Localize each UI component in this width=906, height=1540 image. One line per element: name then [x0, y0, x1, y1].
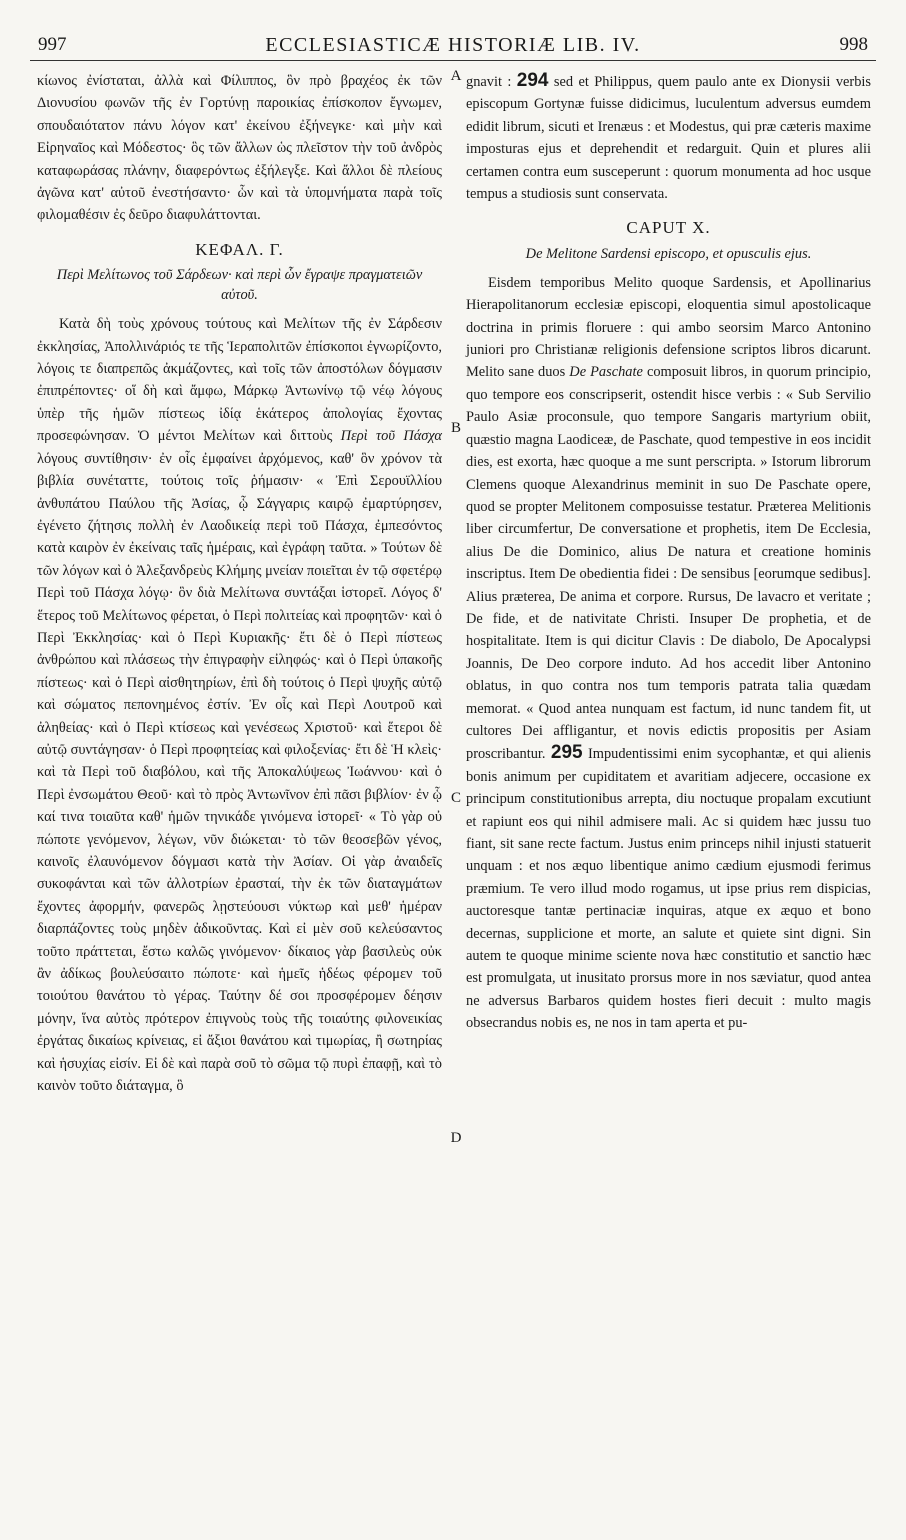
- latin-column: [466, 70, 871, 1035]
- page-number-left: 997: [38, 34, 67, 55]
- greek-title-italic: Περὶ τοῦ Πάσχα: [340, 428, 442, 445]
- greek-paragraph-1: κίωνος ἐνίσταται, ἀλλὰ καὶ Φίλιππος, ὃν πρὸ βραχέος ἐκ τῶν Διονυσίου φωνῶν τῆς ἐν Γορτύνῃ παροικίας ἐπίσκοπον ἔγνωμεν, σπουδαιότατον πάνυ λόγον κατ' ἐκείνου ἐξήνεγκε· καὶ μὴν καὶ Εἰρηναῖος καὶ Μόδεστος· ὃς τῶν ἄλλων ὡς πλεῖστον τὴν τοῦ ἀνδρὸς καταφωράσας πλάνην, διαφερόντως ἐξήλεγξε. Καὶ ἄλλοι δὲ πλείους ἀγῶνα κατ' αὐτοῦ ἐνεστήσαντο· ὧν καὶ τὰ ὑπομνήματα παρὰ τοῖς φιλομαθέσιν ἐς δεῦρο διαφυλάττονται.: [37, 73, 442, 224]
- latin-text: gnavit :: [466, 74, 517, 90]
- margin-marker-a: A: [450, 68, 462, 84]
- greek-text: λόγους συντίθησιν· ἐν οἷς ἐμφαίνει ἀρχόμενος, καθ' ὃν χρόνον τὰ βιβλία συνέταττε, τούτοις τοῖς ῥήμασιν· « Ἐπὶ Σερουϊλλίου ἀνθυπάτου Παύλου τῆς Ἀσίας, ᾧ Σάγγαρις καιρῷ ἐμαρτύρησεν, ἐγένετο ζήτησις πολλὴ ἐν Λαοδικείᾳ περὶ τοῦ Πάσχα, ἐμπεσόντος κατὰ καιρὸν ἐν ἐκείναις ταῖς ἡμέραις, καὶ ἐγράφη ταῦτα. » Τούτων δὲ τῶν λόγων καὶ ὁ Ἀλεξανδρεὺς Κλήμης μνείαν ποιεῖται ἐν τῷ σφετέρῳ Περὶ τοῦ Πάσχα λόγῳ· ὃν διὰ Μελίτωνα συντάξαι ἱστορεῖ. Λόγος δ' ἕτερος τοῦ Μελίτωνος φέρεται, ὁ Περὶ πολιτείας καὶ προφητῶν· καὶ ὁ Περὶ Ἐκκλησίας· καὶ ὁ Περὶ Κυριακῆς· ἔτι δὲ ὁ Περὶ πίστεως ἀνθρώπου καὶ πλάσεως τὴν ἐπιγραφὴν εἰληφώς· καὶ ὁ Περὶ ὑπακοῆς πίστεως· καὶ ὁ Περὶ αἰσθητηρίων, ἐπὶ δὴ τούτοις ὁ Περὶ ψυχῆς αὐτῷ καὶ σώματος πεπονημένος ἐστίν. Ἐν οἷς καὶ Περὶ Λουτροῦ καὶ ἀληθείας· καὶ ὁ Περὶ κτίσεως καὶ γενέσεως Χριστοῦ· καὶ ἕτεροι δὲ αὐτῷ συντάγησαν· ὁ Περὶ προφητείας καὶ φιλοξενίας· ἔτι δὲ Ἡ κλεὶς· καὶ τὰ Περὶ τοῦ διαβόλου, καὶ τῆς Ἀποκαλύψεως Ἰωάννου· καὶ ὁ Περὶ ἐνσωμάτου Θεοῦ· καὶ τὸ πρὸς Ἀντωνῖνον ἐπὶ πᾶσι βιβλίον· ἐν ᾧ καί τινα τοιαῦτα καθ' ἡμῶν τηνικάδε γινόμενα ἱστορεῖ· « Τὸ γὰρ οὐ πώποτε γενόμενον, λέγων, νῦν διώκεται· τὸ τῶν θεοσεβῶν γένος, καινοῖς ἐλαυνόμενον δόγμασι κατὰ τὴν Ἀσίαν. Οἱ γὰρ ἀναιδεῖς συκοφάνται καὶ τῶν ἀλλοτρίων ἐρασταί, τὴν ἐκ τῶν διαταγμάτων ἔχοντες ἀφορμήν, φανερῶς λῃστεύουσι νύκτωρ καὶ μεθ' ἡμέραν διαρπάζοντες τοὺς μηδὲν ἀδικοῦντας. Καὶ εἰ μὲν σοῦ κελεύσαντος τοῦτο πράττεται, ἔστω καλῶς γινόμενον· δίκαιος γὰρ βασιλεὺς οὐκ ἂν ἀδίκως βουλεύσαιτο πώποτε· καὶ ἡμεῖς ἡδέως φέρομεν τοῦ τοιούτου θανάτου τὸ γέρας. Ταύτην δέ σοι προσφέρομεν δέησιν μόνην, ἵνα αὐτὸς πρότερον ἐπιγνοὺς τοὺς τῆς τοιαύτης φιλονεικίας ἐργάτας δικαίως κρίνειας, εἰ ἄξιοι θανάτου καὶ τιμωρίας, ἢ σωτηρίας καὶ ἡσυχίας εἰσίν. Εἰ δὲ καὶ παρὰ σοῦ τὸ σῶμα τῷ πυρὶ ἐπαφῇ, καὶ τὸ καινὸν τοῦτο διάταγμα, ὃ: [37, 450, 442, 1095]
- greek-column: [37, 70, 442, 1097]
- latin-text: composuit libros, in quorum principio, quo tempore eos conscripserit, ostendit hisce verbis : « Sub Servilio Paulo Asiæ proconsule, quo tempore Sangaris martyrium obiit, quæstio magna Laodiceæ, de Paschate, quod tempestive in eos incidit dies, est exorta, hæc quoque a me sunt perscripta. » Istorum librorum Clemens quoque Alexandrinus meminit in suo De Paschate opere, quod se propter Melitonem composuisse testatur. Præterea Melitionis liber circumfertur, De conversatione et prophetis, item De Ecclesia, alius De die Dominico, alius De natura et creatione hominis inscriptus. Item De obedientia fidei : De sensibus [eorumque sedibus]. Alius præterea, De anima et corpore. Rursus, De lavacro et veritate ; De fide, et de nativitate Christi. Insuper De prophetia, et de hospitalitate. Item is qui dicitur Clavis : De diabolo, De Apocalypsi Joannis, De Deo corpore indutо. Ad hos accedit liber Antonino oblatus, in quo contra nos tum temporis patrata talia quædam memorat. « Quod antea nunquam est factum, id nunc tandem fit, ut cultores Dei affligantur, et novis edictis propositis per Asiam proscribantur.: [466, 364, 871, 763]
- latin-paragraph-2: [466, 272, 871, 1035]
- margin-marker-d: D: [450, 1130, 462, 1146]
- greek-chapter-heading: ΚΕΦΑΛ. Γ.: [195, 239, 284, 259]
- latin-text: Impudentissimi enim sycophantæ, et qui alienis bonis animum per cupiditatem et avaritiam adjecere, occasione ex principum constitutionibus arrepta, diu noctuque propalam excutiunt et rapiunt eos qui nihil admisere mali. Ac si quidem hæc jussu tuo fiant, sit sane recte factum. Justus enim princeps nihil injusti statuerit unquam : et nos æquo libentique animo cædium ejusmodi ferimus præmium. Te vero illud modo rogamus, ut ipse prius rem dispicias, auctoresque tantæ pertinaciæ inquiras, atque ex æquo et bono decernas, supplicione et morte, an salute et quiete sint digni. Sin autem te quoque minime sciente nova hæc constitutio et sanctio hæc est promulgata, ut inusitato prorsus more in nos sæviatur, quod antea ne adversus Barbaros quidem hostes fieri decuit : multo magis obsecrandus nobis es, ne nos in tam aperta et pu-: [466, 746, 871, 1032]
- margin-marker-c: C: [450, 790, 461, 806]
- latin-title-italic: De Paschate: [569, 364, 643, 381]
- latin-paragraph-1: [466, 70, 871, 205]
- section-number: 295: [550, 742, 583, 764]
- running-title: ECCLESIASTICÆ HISTORIÆ LIB. IV.: [265, 34, 641, 56]
- page-number-right: 998: [839, 34, 868, 55]
- latin-chapter-heading: CAPUT X.: [626, 218, 711, 238]
- section-number: 294: [516, 70, 549, 91]
- latin-text: Eisdem temporibus Melito quoque Sardensis, et Apollinarius Hierapolitanorum ecclesiæ episcopi, eloquentia simul apostolicaque doctrina in primis floruere : qui ambo seorsim Marco Antonino juniori pro Christianæ religionis defensione scriptos libros dicarunt. Melito sane duos: [466, 274, 871, 381]
- greek-paragraph-2: [37, 313, 442, 1097]
- latin-chapter-subtitle: De Melitone Sardensi episcopo, et opusculis ejus.: [525, 245, 812, 262]
- latin-text: sed et Philippus, quem paulo ante ex Dionysii verbis episcopum Gortynæ fuisse didicimus, luculentum adversus eumdem edidit librum, sicuti et Irenæus : et Modestus, qui præ cæteris maxime imposturas ejus et deprehendit et redarguit. Quin et plures alii certamen contra eum susceperunt : quorum monumenta ad hoc usque tempus a studiosis sunt conservata.: [466, 74, 871, 203]
- page-header: [30, 30, 876, 61]
- margin-marker-b: B: [450, 420, 461, 436]
- greek-chapter-subtitle: Περὶ Μελίτωνος τοῦ Σάρδεων· καὶ περὶ ὧν ἔγραψε πραγματειῶν αὐτοῦ.: [56, 267, 423, 304]
- greek-text: Κατὰ δὴ τοὺς χρόνους τούτους καὶ Μελίτων τῆς ἐν Σάρδεσιν ἐκκλησίας, Ἀπολλινάριός τε τῆς Ἱεραπολιτῶν ἐπίσκοποι ἐγνωρίζοντο, λόγοις τε διαπρεπῶς ἀκμάζοντες, καὶ τοῖς τῶν ἀποστόλων δόγμασιν ἐπιπρέποντες· οἵ δὴ καὶ ἄμφω, Μάρκῳ Ἀντωνίνῳ τῷ νέῳ λόγους ὑπὲρ τῆς ἡμῶν πίστεως ἰδίᾳ ἑκάτερος ἀπολογίας ἔχοντας προσεφώνησαν. Ὁ μέντοι Μελίτων καὶ διττοὺς: [37, 316, 442, 445]
